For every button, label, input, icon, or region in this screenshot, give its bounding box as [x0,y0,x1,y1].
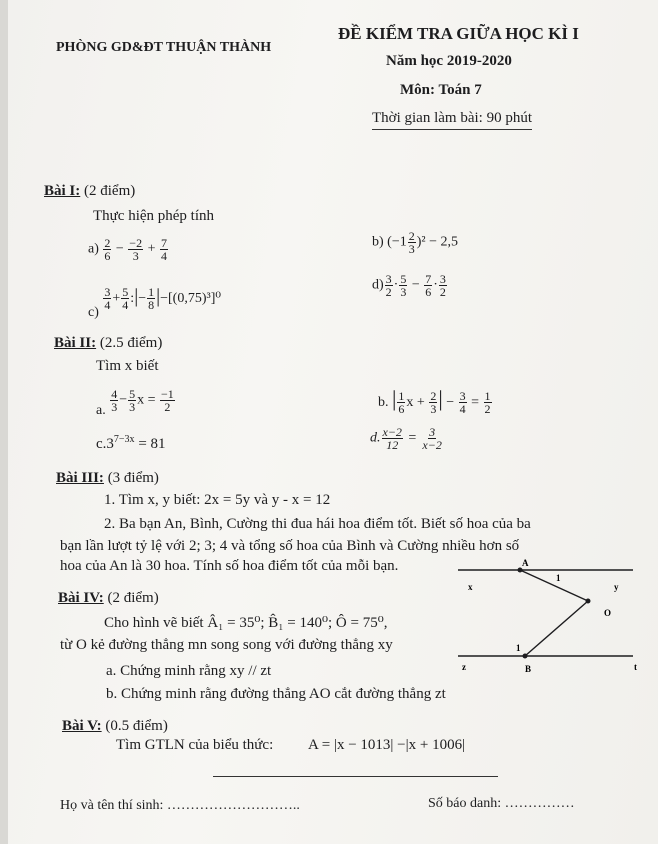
bai1-a: a) $\frac{2}{6}$ − $\frac{-2}{3}$ + $\frac{7}{4}$ [88,236,167,263]
school-year: Năm học 2019-2020 [386,53,512,69]
point-b [523,654,528,659]
duration: Thời gian làm bài: 90 phút [372,110,532,130]
label-y: y [614,582,619,592]
bai1-b: b) (−1 $\frac{2}{3}$ )² − 2,5 [372,229,458,256]
subject: Môn: Toán 7 [400,82,482,98]
point-o [586,599,591,604]
end-divider [213,776,498,777]
bai1-d: d) $\frac{3}{2}$ · $\frac{5}{3}$ − $\frac{7}{6}$ · $\frac{3}{2}$ [372,272,446,299]
bai2-d-label: d. [370,430,381,446]
bai5-title: Bài V: [62,718,102,734]
bai2-c-label: c. [96,436,107,452]
exam-paper [8,0,658,844]
bai1-a-label: a) [88,241,99,257]
point-a [518,568,523,573]
bai2-c-rhs: = 81 [134,436,166,452]
bai1-instruction: Thực hiện phép tính [93,208,215,224]
bai3-q1: 1. Tìm x, y biết: 2x = 5y và y - x = 12 [104,492,331,508]
label-a: A [522,558,529,568]
label-x: x [468,582,473,592]
label-o: O [604,608,612,618]
bai4-points: (2 điểm) [107,590,159,606]
bai1-heading [44,183,135,200]
bai5-expression: A = |x − 1013| −|x + 1006| [308,737,466,753]
bai4-given: Cho hình vẽ biết Â₁ = 35⁰; B̂₁ = 140⁰; Ô = 75⁰, [104,615,388,631]
bai1-points: (2 điểm) [84,183,136,199]
bai1-d-label: d) [372,277,384,293]
department-name: PHÒNG GD&ĐT THUẬN THÀNH [56,40,272,55]
bai4-title: Bài IV: [58,590,104,606]
bai2-c-base: 3 [106,436,114,452]
bai2-a-label: a. [96,402,106,418]
bai5-heading [62,718,168,735]
bai2-points: (2.5 điểm) [99,335,163,351]
bai3-heading [56,470,159,487]
bai2-d: d. $\frac{x-2}{12}$ = $\frac{3}{x-2}$ [370,425,442,452]
label-z: z [462,662,466,672]
label-angle-b1: 1 [516,643,521,653]
bai2-b-label: b. [378,395,389,410]
label-b: B [525,664,532,674]
bai5-text: Tìm GTLN của biểu thức: [116,737,274,753]
exam-title: ĐỀ KIỂM TRA GIỮA HỌC KÌ I [338,24,579,43]
bai2-heading [54,335,162,352]
bai3-title: Bài III: [56,470,104,486]
segment-ao [520,570,588,601]
bai2-b: b. | $\frac{1}{6}$ x + $\frac{2}{3}$ | − $\frac{3}{4}$ = $\frac{1}{2}$ [378,386,491,417]
bai4-heading [58,590,159,607]
bai3-q2-line1: 2. Ba bạn An, Bình, Cường thi đua hái hoa điểm tốt. Biết số hoa của ba [104,516,531,532]
label-t: t [634,662,637,672]
bai1-c-label: c) [88,305,99,320]
bai3-points: (3 điểm) [107,470,159,486]
segment-ob [525,601,588,656]
bai4-line2: từ O kẻ đường thẳng mn song song với đường thẳng xy [60,637,393,653]
geometry-figure [448,556,648,678]
bai3-q2-line3: hoa của An là 30 hoa. Tính số hoa điểm tốt của mỗi bạn. [60,558,399,574]
candidate-number-field: Số báo danh: …………… [428,796,575,811]
bai1-b-label: b) [372,234,384,250]
bai2-c [96,434,166,453]
label-angle-a1: 1 [556,573,561,583]
bai3-q2-line2: bạn lần lượt tỷ lệ với 2; 3; 4 và tổng số hoa của Bình và Cường nhiều hơn số [60,538,520,554]
bai1-b-open: (−1 [387,234,407,250]
candidate-name-field: Họ và tên thí sinh: ……………………….. [60,798,300,813]
bai2-title: Bài II: [54,335,97,351]
bai5-points: (0.5 điểm) [105,718,168,734]
bai1-title: Bài I: [44,183,81,199]
bai1-b-tail: )² − 2,5 [416,234,458,250]
bai4-question-a: a. Chứng minh rằng xy // zt [106,663,272,679]
bai4-question-b: b. Chứng minh rằng đường thẳng AO cắt đường thẳng zt [106,686,446,702]
bai1-c: c) $\frac{3}{4}$ + $\frac{5}{4}$ :|− $\frac{1}{8}$ |−[(0,75)³]⁰ [88,285,221,320]
bai2-a: a. $\frac{4}{3}$ − $\frac{5}{3}$ x = $\frac{-1}{2}$ [96,387,174,418]
bai2-c-exponent: 7−3x [113,434,135,445]
bai2-instruction: Tìm x biết [96,358,159,374]
